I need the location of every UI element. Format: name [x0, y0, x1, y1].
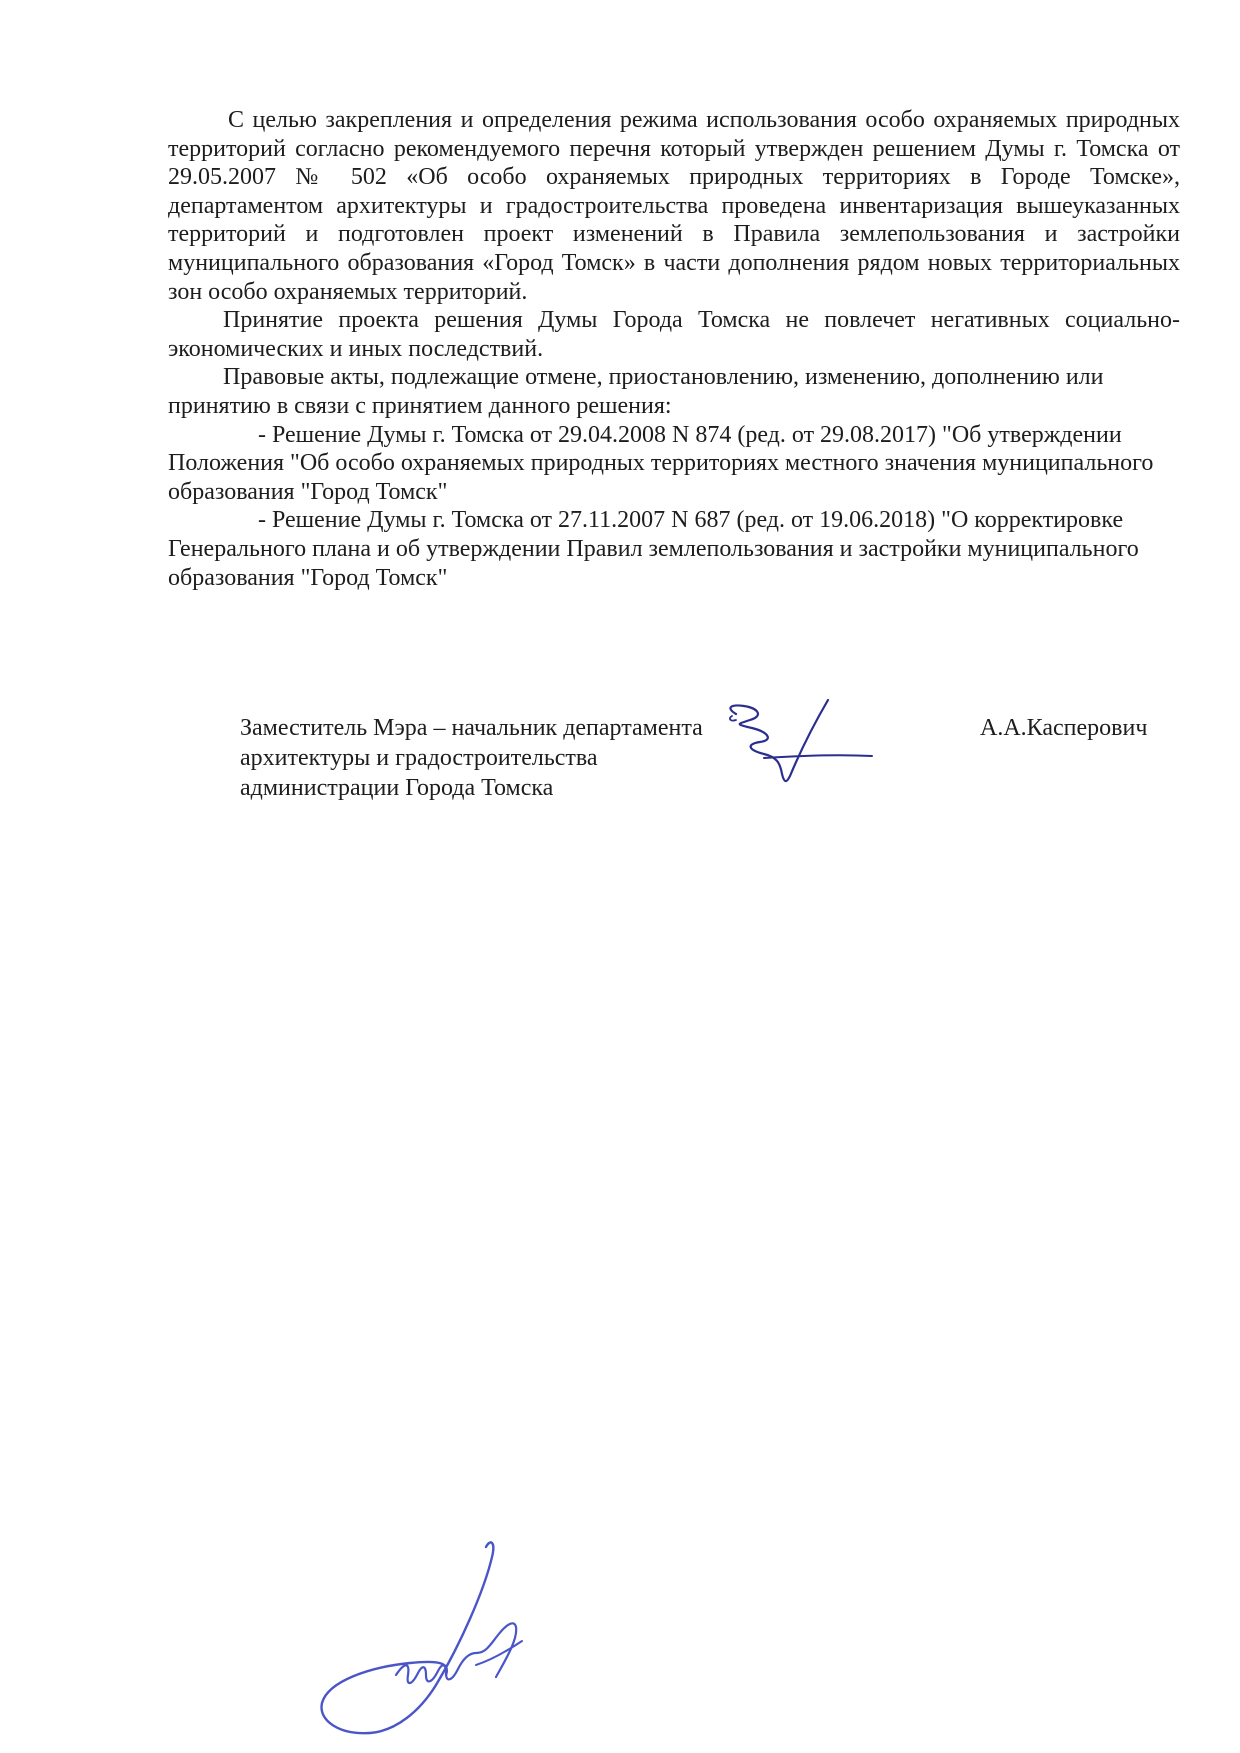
paragraph-purpose: С целью закрепления и определения режима использования особо охраняемых природных территорий согласно рекомендуемого перечня который утвержден решением Думы г. Томска от 29.05.2007 № 502 «Об особо охраняемых природных территориях в Городе Томске», департаментом архитектуры и градостроительства проведена инвентаризация вышеуказанных территорий и подготовлен проект изменений в Правила землепользования и застройки муниципального образования «Город Томск» в части дополнения рядом новых территориальных зон особо охраняемых территорий. — [168, 107, 1180, 305]
paragraph-consequences: Принятие проекта решения Думы Города Томска не повлечет негативных социально-экономических и иных последствий. — [168, 307, 1180, 362]
signatory-name: А.А.Касперович — [980, 715, 1148, 741]
handwritten-signature — [300, 1535, 560, 1740]
signatory-title-line: архитектуры и градостроительства — [240, 745, 598, 771]
signatory-title — [240, 713, 740, 803]
handwritten-signature — [724, 694, 874, 790]
legal-acts-intro: Правовые акты, подлежащие отмене, приостановлению, изменению, дополнению или принятию в связи с принятием данного решения: — [168, 364, 1104, 419]
signatory-title-line: Заместитель Мэра – начальник департамента — [240, 715, 703, 741]
signatory-title-line: администрации Города Томска — [240, 775, 554, 801]
legal-act-item: - Решение Думы г. Томска от 29.04.2008 N 874 (ред. от 29.08.2017) "Об утверждении Положения "Об особо охраняемых природных территориях местного значения муниципального образования "Город Томск" — [168, 421, 1154, 505]
document-body — [168, 106, 1180, 592]
legal-act-item: - Решение Думы г. Томска от 27.11.2007 N 687 (ред. от 19.06.2018) "О корректировке Генерального плана и об утверждении Правил землепользования и застройки муниципального образования "Город Томск" — [168, 507, 1139, 591]
